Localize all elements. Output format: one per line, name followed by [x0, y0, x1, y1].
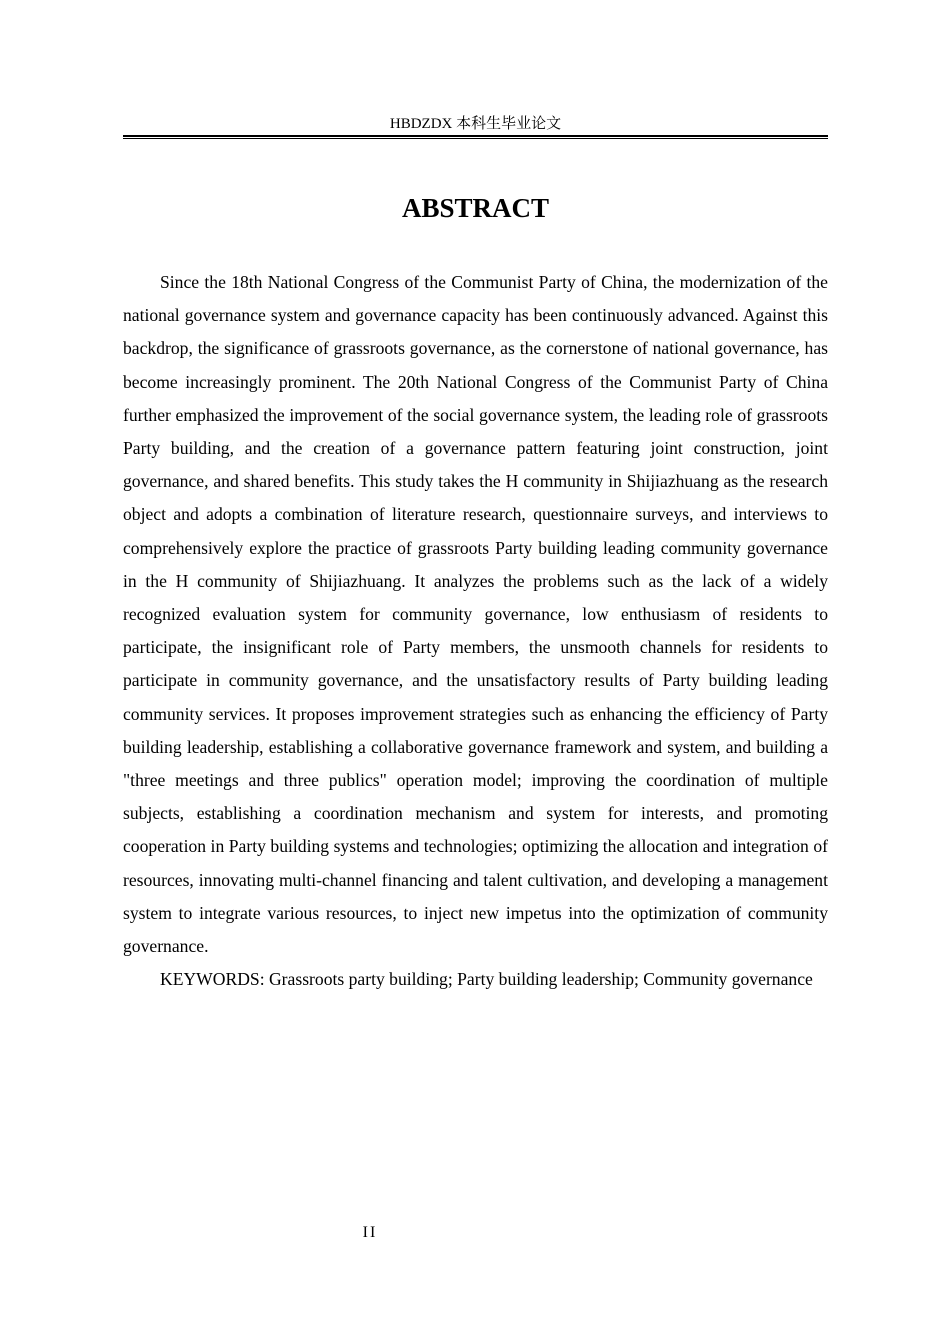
abstract-paragraph: Since the 18th National Congress of the Communist Party of China, the modernization of the national governance system and governance capacity has been continuously advanced. Against this backdrop, the significance of grassroots governance, as the cornerstone of national governance, has become increasingly prominent. The 20th National Congress of the Communist Party of China further emphasized the improvement of the social governance system, the leading role of grassroots Party building, and the creation of a governance pattern featuring joint construction, joint governance, and shared benefits. This study takes the H community in Shijiazhuang as the research object and adopts a combination of literature research, questionnaire surveys, and interviews to comprehensively explore the practice of grassroots Party building leading community governance in the H community of Shijiazhuang. It analyzes the problems such as the lack of a widely recognized evaluation system for community governance, low enthusiasm of residents to participate, the insignificant role of Party members, the unsmooth channels for residents to participate in community governance, and the unsatisfactory results of Party building leading community services. It proposes improvement strategies such as enhancing the efficiency of Party building leadership, establishing a collaborative governance framework and system, and building a "three meetings and three publics" operation model; improving the coordination of multiple subjects, establishing a coordination mechanism and system for interests, and promoting cooperation in Party building systems and technologies; optimizing the allocation and integration of resources, innovating multi-channel financing and talent cultivation, and developing a management system to integrate various resources, to inject new impetus into the optimization of community governance.: [123, 272, 828, 957]
page-title: ABSTRACT: [401, 193, 550, 223]
abstract-body: [123, 266, 828, 996]
running-header: HBDZDX 本科生毕业论文: [389, 116, 562, 132]
header-rule-thick: [123, 135, 828, 137]
header-rule-thin: [123, 138, 828, 139]
page-number: II: [362, 1224, 378, 1241]
keywords-paragraph: KEYWORDS: Grassroots party building; Party building leadership; Community governance: [160, 969, 813, 990]
